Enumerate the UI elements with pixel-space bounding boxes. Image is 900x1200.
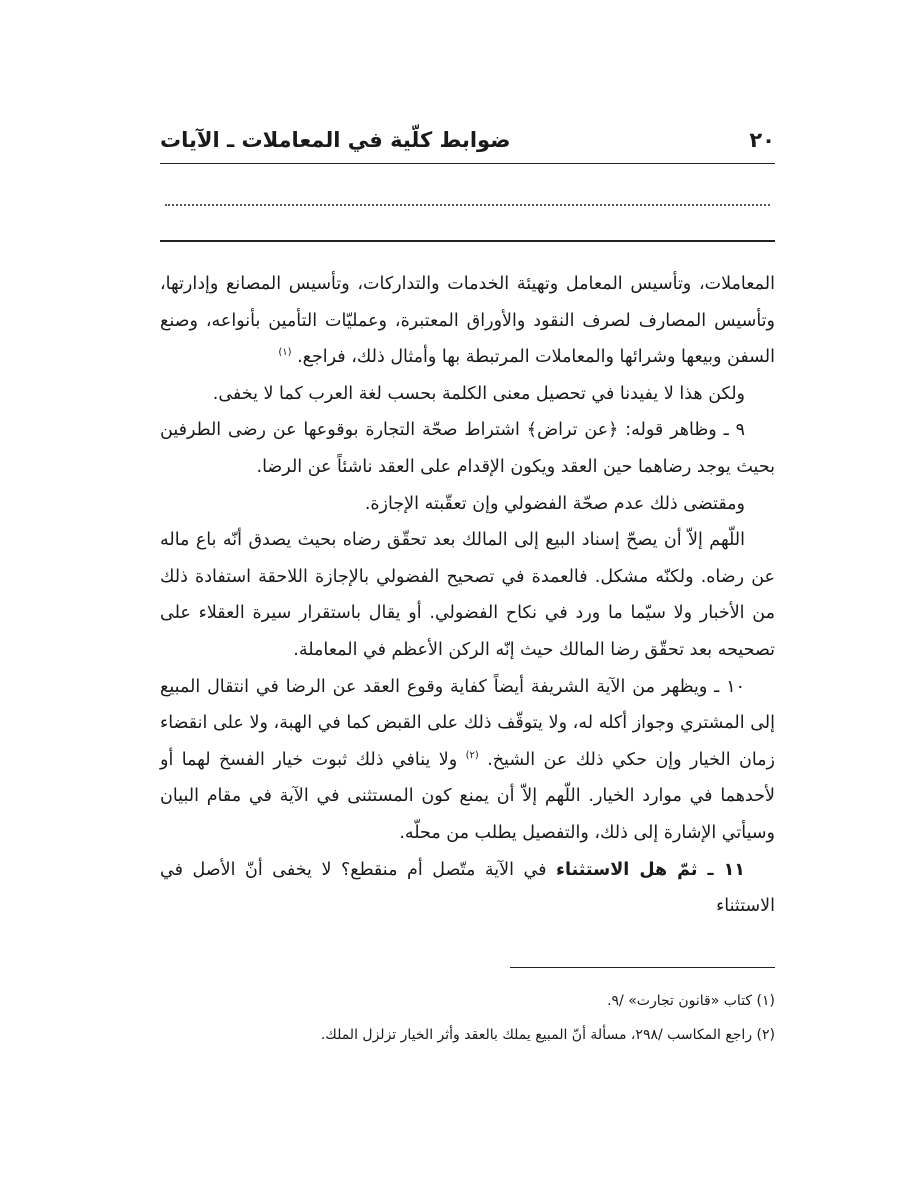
- paragraph-1-text: المعاملات، وتأسيس المعامل وتهيئة الخدمات والتداركات، وتأسيس المصانع وإدارتها، وتأسيس المصارف لصرف النقود والأوراق المعتبرة، وعمليّات التأمين بأنواعه، وصنع السفن وبيعها وشرائها والمعاملات المرتبطة بها وأمثال ذلك، فراجع.: [160, 274, 775, 368]
- footnote-ref-2: (٢): [465, 749, 479, 761]
- paragraph-4: [160, 486, 775, 523]
- page-header: [160, 128, 775, 162]
- footnote-1: (١) كتاب «قانون تجارت» /٩.: [607, 993, 775, 1009]
- footnotes: [160, 984, 775, 1052]
- footnote-separator: [510, 967, 775, 968]
- paragraph-6: [160, 669, 775, 852]
- paragraph-1: [160, 266, 775, 376]
- page-number: ٢٠: [749, 128, 775, 152]
- body-text: [160, 266, 775, 925]
- paragraph-5-text: اللّهم إلاّ أن يصحّ إسناد البيع إلى المالك بعد تحقّق رضاه بحيث يصدق أنّه باع ماله عن رضاه. ولكنّه مشكل. فالعمدة في تصحيح الفضولي بالإجازة اللاحقة استفادة ذلك من الأخبار ولا سيّما ما ورد في نكاح الفضولي. أو يقال باستقرار سيرة العقلاء على تصحيحه بعد تحقّق رضا المالك حيث إنّه الركن الأعظم في المعاملة.: [160, 530, 775, 660]
- footnote-2: (٢) راجع المكاسب /٢٩٨، مسألة أنّ المبيع يملك بالعقد وأثر الخيار تزلزل الملك.: [320, 1027, 775, 1043]
- paragraph-7-text: في الآية متّصل أم منقطع؟ لا يخفى أنّ الأصل في الاستثناء: [160, 859, 775, 917]
- footnote-ref-1: (١): [278, 347, 292, 359]
- paragraph-5: [160, 522, 775, 668]
- paragraph-3: [160, 412, 775, 485]
- dotted-separator: [165, 204, 770, 206]
- solid-separator: [160, 240, 775, 242]
- paragraph-6-text-a: ١٠ ـ ويظهر من الآية الشريفة أيضاً كفاية وقوع العقد عن الرضا في انتقال المبيع إلى المشتري وجواز أكله له، ولا يتوقّف ذلك على القبض كما في الهبة، ولا على انقضاء زمان الخيار وإن حكي ذلك عن الشيخ.: [160, 676, 775, 770]
- paragraph-3-text: ٩ ـ وظاهر قوله: ﴿عن تراض﴾ اشتراط صحّة التجارة بوقوعها عن رضى الطرفين بحيث يوجد رضاهما حين العقد ويكون الإقدام على العقد ناشئاً عن الرضا.: [160, 420, 775, 477]
- paragraph-7: [160, 852, 775, 925]
- running-title: ضوابط كلّية في المعاملات ـ الآيات: [160, 128, 511, 152]
- paragraph-4-text: ومقتضى ذلك عدم صحّة الفضولي وإن تعقّبته الإجازة.: [364, 493, 745, 514]
- paragraph-2-text: ولكن هذا لا يفيدنا في تحصيل معنى الكلمة بحسب لغة العرب كما لا يخفى.: [212, 383, 745, 404]
- paragraph-6-text-b: ولا ينافي ذلك ثبوت خيار الفسخ لهما أو لأحدهما في موارد الخيار. اللّهم إلاّ أن يمنع كون المستثنى في الآية في مقام البيان وسيأتي الإشارة إلى ذلك، والتفصيل يطلب من محلّه.: [160, 749, 775, 843]
- paragraph-2: [160, 376, 775, 413]
- paragraph-7-lead: ١١ ـ ثمّ هل الاستثناء: [556, 859, 745, 880]
- header-rule: [160, 163, 775, 164]
